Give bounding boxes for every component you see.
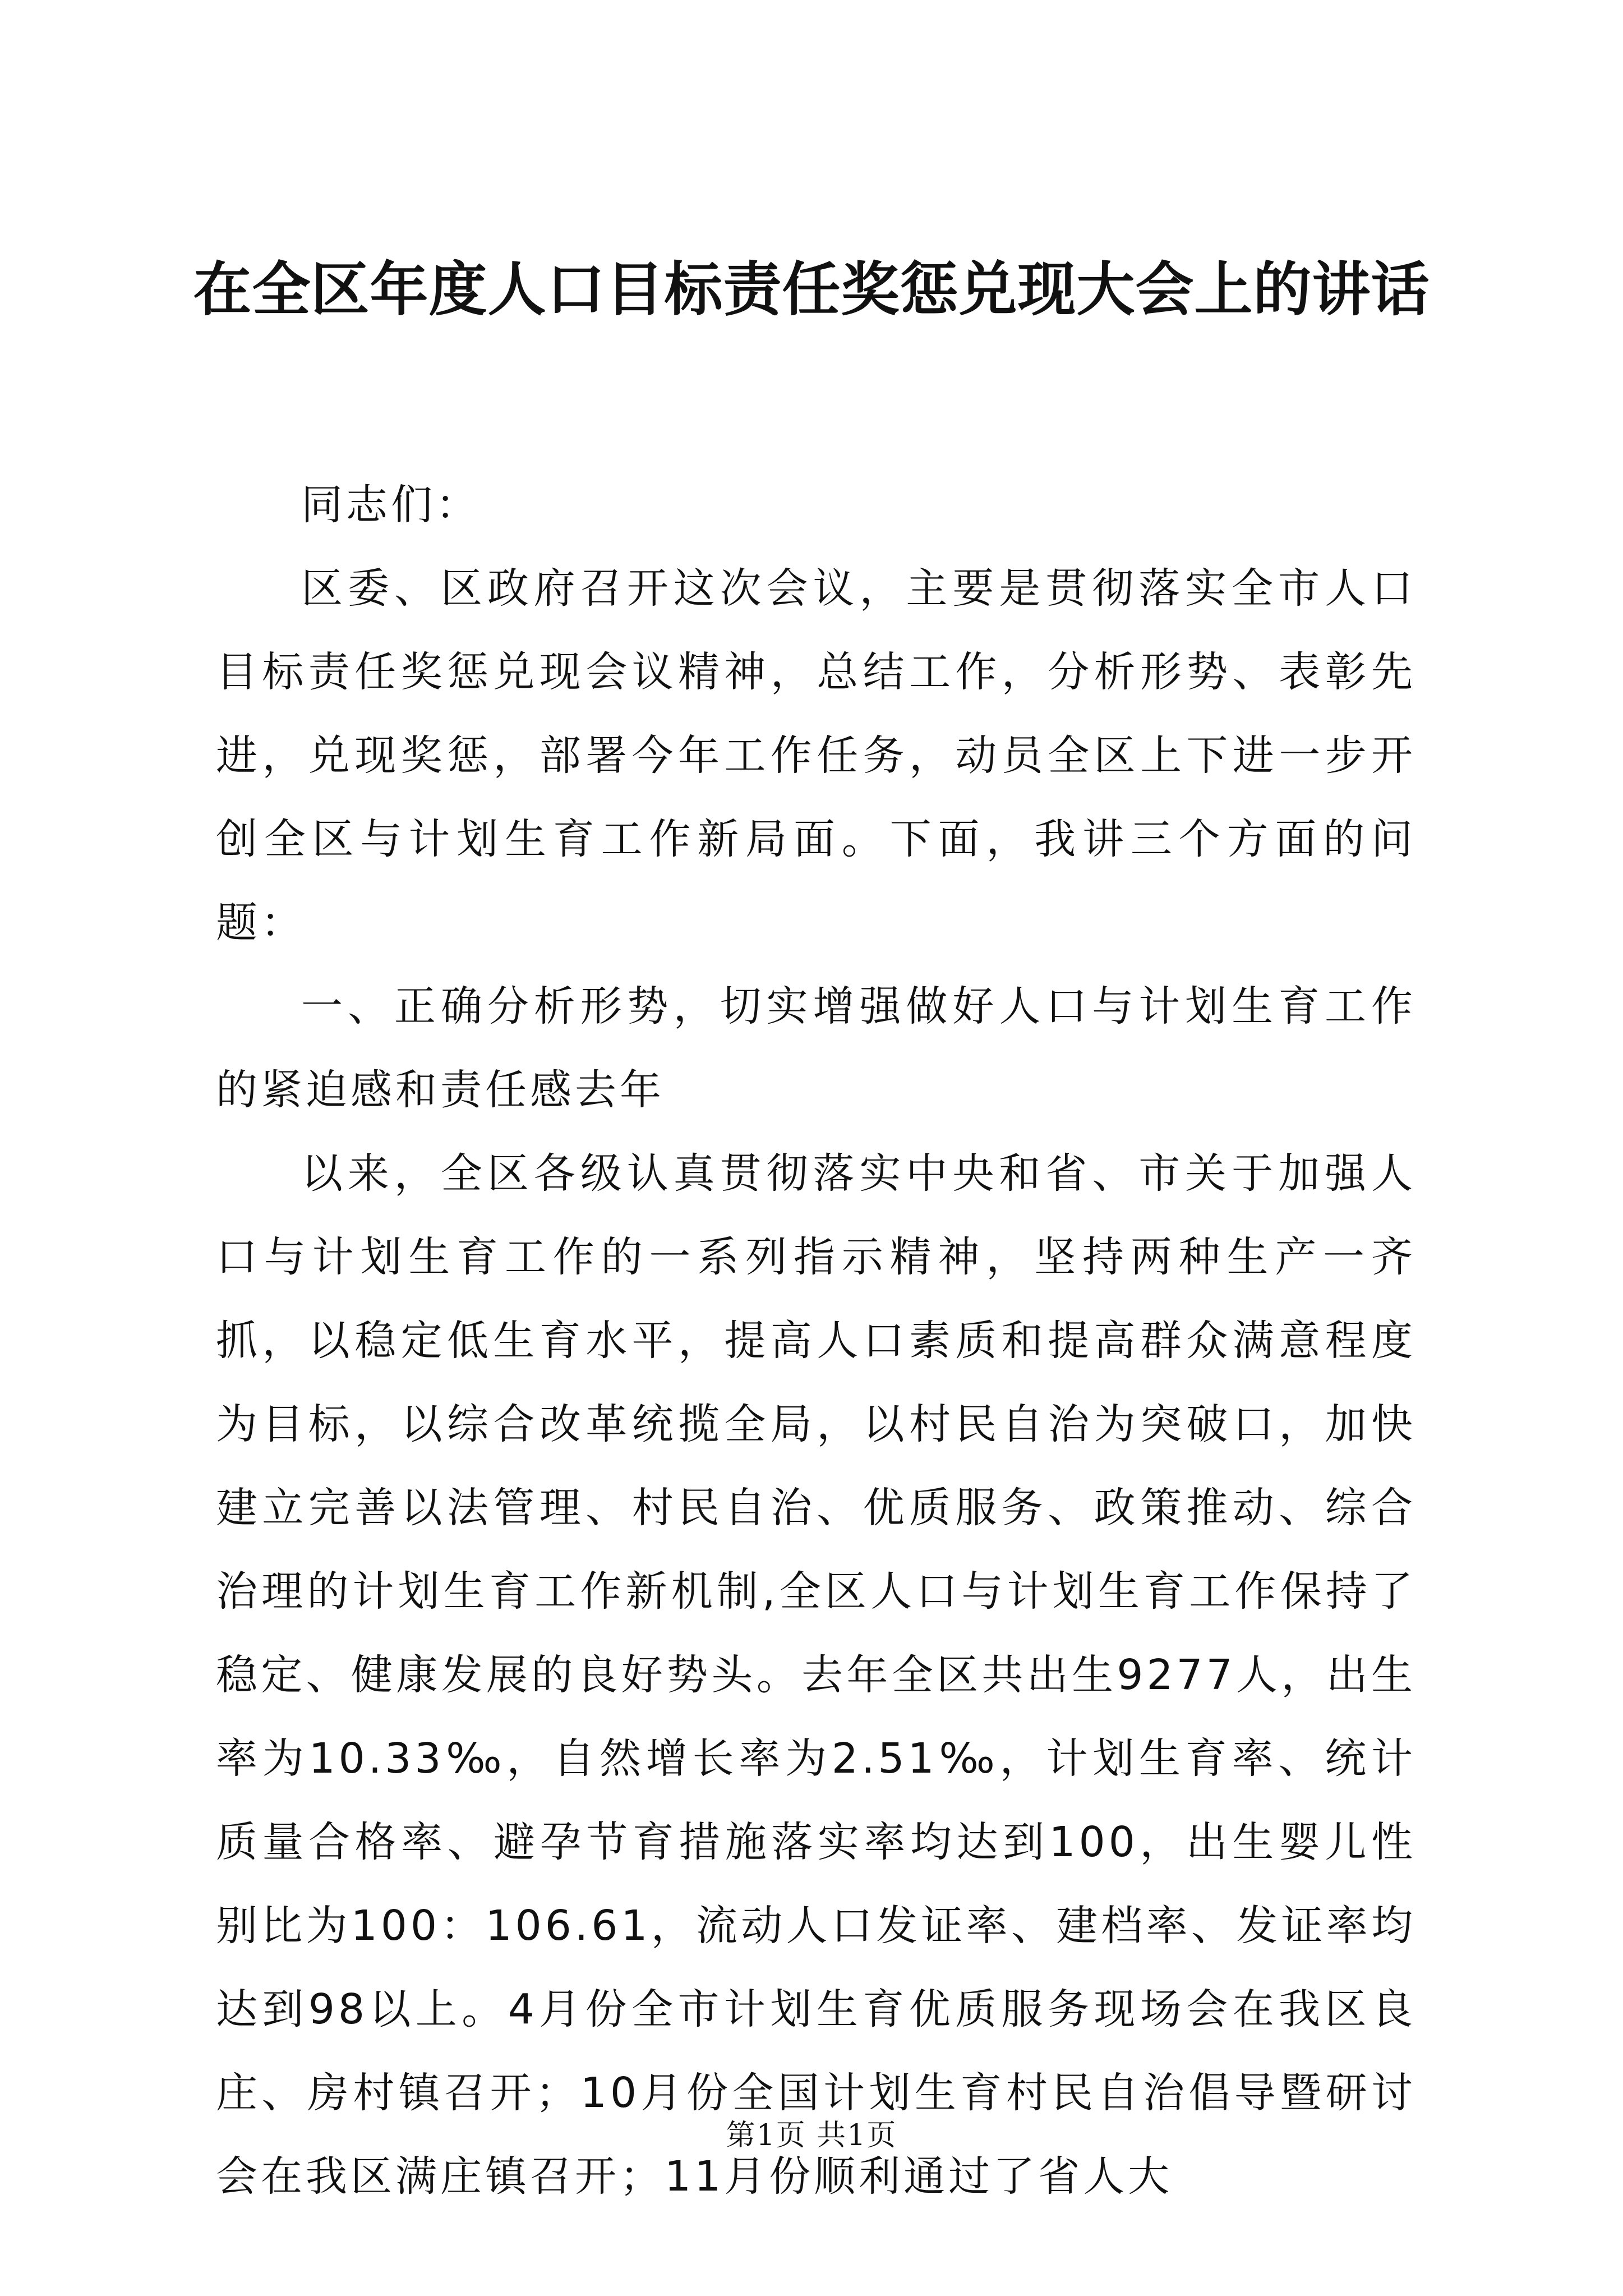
page-footer: 第1页 共1页 — [726, 2119, 897, 2152]
salutation-paragraph: 同志们： — [301, 481, 481, 529]
intro-paragraph: 区委、区政府召开这次会议，主要是贯彻落实全市人口目标责任奖惩兑现会议精神，总结工作，分析形势、表彰先进，兑现奖惩，部署今年工作任务，动员全区上下进一步开创全区与计划生育工作新局面。下面，我讲三个方面的问题： — [216, 564, 1416, 947]
document-body — [216, 463, 1416, 2219]
achievements-paragraph: 以来，全区各级认真贯彻落实中央和省、市关于加强人口与计划生育工作的一系列指示精神，坚持两种生产一齐抓，以稳定低生育水平，提高人口素质和提高群众满意程度为目标，以综合改革统揽全局，以村民自治为突破口，加快建立完善以法管理、村民自治、优质服务、政策推动、综合治理的计划生育工作新机制,全区人口与计划生育工作保持了稳定、健康发展的良好势头。去年全区共出生9277人，出生率为10.33‰，自然增长率为2.51‰，计划生育率、统计质量合格率、避孕节育措施落实率均达到100，出生婴儿性别比为100：106.61，流动人口发证率、建档率、发证率均达到98以上。4月份全市计划生育优质服务现场会在我区良庄、房村镇召开；10月份全国计划生育村民自治倡导暨研讨会在我区满庄镇召开；11月份顺利通过了省人大 — [216, 1149, 1416, 2201]
section-heading-paragraph: 一、正确分析形势，切实增强做好人口与计划生育工作的紧迫感和责任感去年 — [216, 982, 1416, 1114]
document-title: 在全区年度人口目标责任奖惩兑现大会上的讲话 — [193, 255, 1430, 324]
